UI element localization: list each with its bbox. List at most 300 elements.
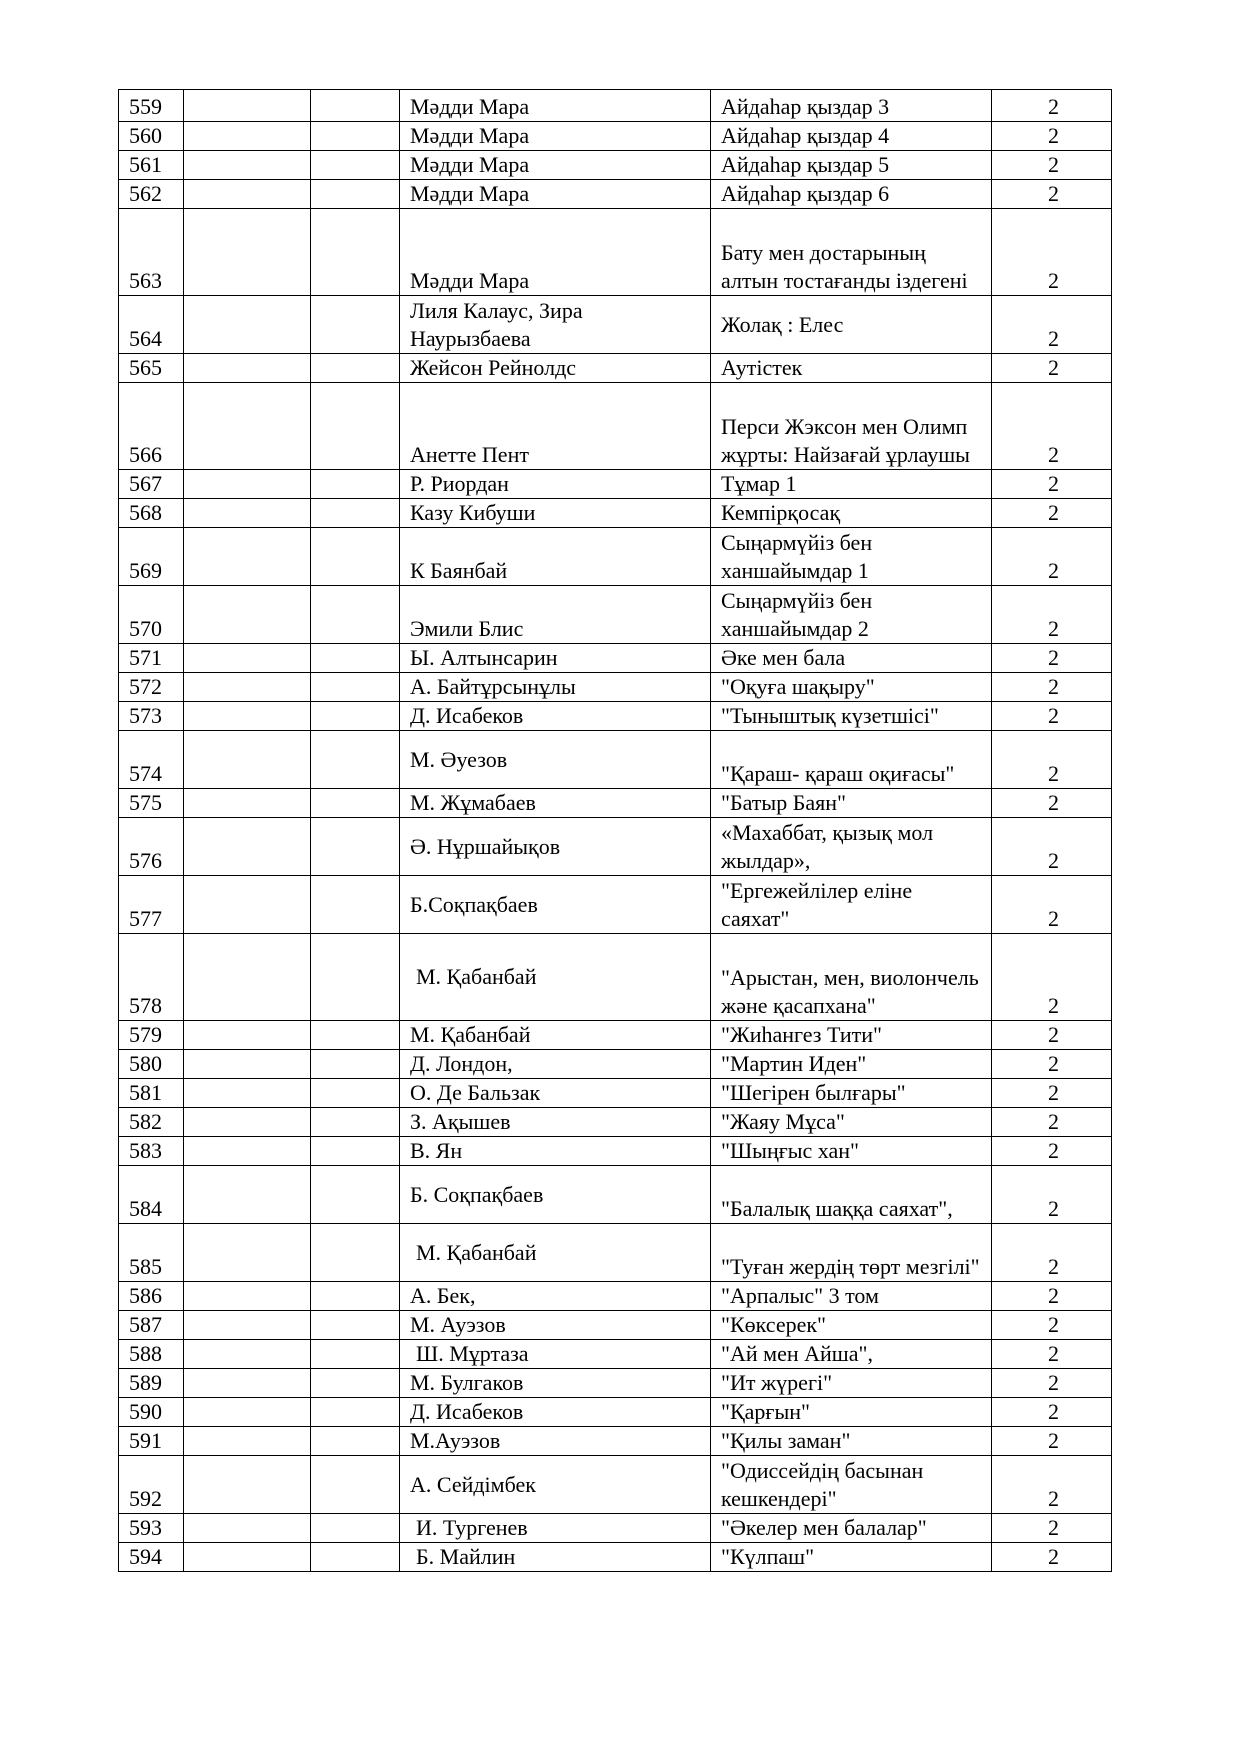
author-cell (400, 702, 711, 731)
empty-cell (311, 528, 400, 586)
title-cell (711, 383, 992, 470)
quantity-cell (992, 702, 1112, 731)
quantity-cell-text: 2 (1048, 1370, 1059, 1395)
title-cell-text: "Күлпаш" (721, 1544, 815, 1569)
empty-cell (184, 789, 311, 818)
quantity-cell-text: 2 (1048, 1138, 1059, 1163)
empty-cell (184, 1224, 311, 1282)
quantity-cell (992, 1224, 1112, 1282)
row-number-cell-text: 561 (129, 152, 162, 177)
table-row (119, 1021, 1112, 1050)
empty-cell (184, 383, 311, 470)
table-row (119, 1514, 1112, 1543)
title-cell (711, 1021, 992, 1050)
author-cell-text: Казу Кибуши (410, 500, 536, 525)
row-number-cell (119, 470, 184, 499)
author-cell-text: А. Сейдімбек (410, 1471, 536, 1497)
title-cell-text: Тұмар 1 (721, 471, 797, 496)
row-number-cell (119, 528, 184, 586)
title-cell-text: "Көксерек" (721, 1312, 827, 1337)
table-row (119, 151, 1112, 180)
quantity-cell-text: 2 (1048, 1109, 1059, 1134)
author-cell-text: К Баянбай (410, 558, 508, 583)
empty-cell (184, 1369, 311, 1398)
empty-cell (311, 209, 400, 296)
table-row (119, 1224, 1112, 1282)
row-number-cell (119, 1311, 184, 1340)
empty-cell (311, 1311, 400, 1340)
author-cell-text: М. Жұмабаев (410, 790, 536, 815)
quantity-cell (992, 528, 1112, 586)
quantity-cell-text: 2 (1048, 1399, 1059, 1424)
title-cell-text: "Шегірен былғары" (721, 1080, 906, 1105)
quantity-cell (992, 1398, 1112, 1427)
row-number-cell (119, 383, 184, 470)
quantity-cell (992, 1021, 1112, 1050)
author-cell-text: М. Әуезов (410, 746, 508, 772)
title-cell (711, 789, 992, 818)
author-cell-text: М.Ауэзов (410, 1428, 501, 1453)
empty-cell (184, 1514, 311, 1543)
author-cell-text: Ш. Мұртаза (416, 1341, 529, 1366)
row-number-cell-text: 563 (129, 268, 162, 293)
quantity-cell (992, 296, 1112, 354)
empty-cell (311, 644, 400, 673)
quantity-cell (992, 1282, 1112, 1311)
title-cell-text: "Қилы заман" (721, 1428, 851, 1453)
author-cell-text: Мәдди Мара (410, 152, 530, 177)
quantity-cell-text: 2 (1048, 790, 1059, 815)
title-cell-text: Аутістек (721, 355, 803, 380)
quantity-cell-text: 2 (1048, 152, 1059, 177)
author-cell-text: И. Тургенев (416, 1515, 528, 1540)
title-cell-text: "Тыныштық күзетшісі" (721, 703, 939, 728)
empty-cell (184, 1543, 311, 1572)
empty-cell (184, 1427, 311, 1456)
author-cell (400, 151, 711, 180)
title-cell-text: Әке мен бала (721, 645, 846, 670)
author-cell-text: М. Ауэзов (410, 1312, 506, 1337)
title-cell-text: "Әкелер мен балалар" (721, 1515, 927, 1540)
title-cell (711, 1050, 992, 1079)
empty-cell (311, 673, 400, 702)
quantity-cell-text: 2 (1048, 1515, 1059, 1540)
table-row (119, 1369, 1112, 1398)
title-cell-text: "Ергежейлілер еліне саяхат" (721, 878, 913, 931)
quantity-cell-text: 2 (1048, 993, 1059, 1018)
row-number-cell (119, 499, 184, 528)
title-cell-text: Айдаһар қыздар 6 (721, 181, 890, 206)
quantity-cell (992, 180, 1112, 209)
table-row (119, 1137, 1112, 1166)
row-number-cell (119, 1108, 184, 1137)
empty-cell (184, 1456, 311, 1514)
table-row (119, 180, 1112, 209)
author-cell (400, 1137, 711, 1166)
title-cell (711, 1079, 992, 1108)
empty-cell (311, 90, 400, 122)
title-cell-text: Сыңармүйіз бен ханшайымдар 2 (721, 588, 873, 641)
title-cell-text: Айдаһар қыздар 3 (721, 94, 890, 119)
quantity-cell-text: 2 (1048, 471, 1059, 496)
author-cell (400, 1369, 711, 1398)
empty-cell (311, 151, 400, 180)
author-cell (400, 1311, 711, 1340)
row-number-cell-text: 560 (129, 123, 162, 148)
quantity-cell (992, 151, 1112, 180)
table-row (119, 1108, 1112, 1137)
table-row (119, 1456, 1112, 1514)
quantity-cell-text: 2 (1048, 645, 1059, 670)
empty-cell (184, 818, 311, 876)
quantity-cell-text: 2 (1048, 1544, 1059, 1569)
empty-cell (184, 296, 311, 354)
empty-cell (184, 586, 311, 644)
empty-cell (184, 1108, 311, 1137)
quantity-cell (992, 383, 1112, 470)
table-row (119, 876, 1112, 934)
author-cell (400, 789, 711, 818)
empty-cell (311, 1079, 400, 1108)
row-number-cell-text: 577 (129, 906, 162, 931)
title-cell (711, 818, 992, 876)
title-cell (711, 1456, 992, 1514)
author-cell (400, 934, 711, 1021)
row-number-cell (119, 586, 184, 644)
empty-cell (311, 1224, 400, 1282)
row-number-cell-text: 593 (129, 1515, 162, 1540)
quantity-cell (992, 818, 1112, 876)
empty-cell (184, 1021, 311, 1050)
table-row (119, 789, 1112, 818)
row-number-cell (119, 702, 184, 731)
row-number-cell (119, 180, 184, 209)
quantity-cell-text: 2 (1048, 442, 1059, 467)
author-cell (400, 528, 711, 586)
title-cell-text: "Жаяу Мұса" (721, 1109, 845, 1134)
book-catalog-table (118, 89, 1112, 1572)
quantity-cell (992, 934, 1112, 1021)
title-cell (711, 1282, 992, 1311)
title-cell (711, 934, 992, 1021)
quantity-cell (992, 731, 1112, 789)
title-cell-text: Перси Жэксон мен Олимп жұрты: Найзағай ұрлаушы (721, 414, 970, 467)
empty-cell (184, 1340, 311, 1369)
quantity-cell-text: 2 (1048, 1428, 1059, 1453)
empty-cell (184, 122, 311, 151)
quantity-cell (992, 1514, 1112, 1543)
title-cell (711, 586, 992, 644)
empty-cell (184, 528, 311, 586)
title-cell (711, 1137, 992, 1166)
author-cell (400, 1340, 711, 1369)
row-number-cell-text: 578 (129, 993, 162, 1018)
title-cell (711, 1166, 992, 1224)
author-cell-text: М. Булгаков (410, 1370, 524, 1395)
row-number-cell-text: 562 (129, 181, 162, 206)
empty-cell (311, 180, 400, 209)
title-cell-text: «Махаббат, қызық мол жылдар», (721, 820, 934, 873)
title-cell (711, 1427, 992, 1456)
empty-cell (311, 876, 400, 934)
empty-cell (184, 1166, 311, 1224)
quantity-cell-text: 2 (1048, 703, 1059, 728)
row-number-cell-text: 570 (129, 616, 162, 641)
empty-cell (184, 354, 311, 383)
author-cell-text: З. Ақышев (410, 1109, 511, 1134)
row-number-cell-text: 566 (129, 442, 162, 467)
table-row (119, 122, 1112, 151)
row-number-cell (119, 90, 184, 122)
table-row (119, 1340, 1112, 1369)
row-number-cell-text: 565 (129, 355, 162, 380)
empty-cell (311, 499, 400, 528)
author-cell-text: Д. Лондон, (410, 1051, 513, 1076)
row-number-cell-text: 586 (129, 1283, 162, 1308)
author-cell (400, 673, 711, 702)
author-cell-text: Ы. Алтынсарин (410, 645, 558, 670)
author-cell-text: Б.Соқпақбаев (410, 891, 538, 917)
table-row (119, 1311, 1112, 1340)
author-cell (400, 1166, 711, 1224)
empty-cell (184, 180, 311, 209)
quantity-cell-text: 2 (1048, 906, 1059, 931)
row-number-cell-text: 583 (129, 1138, 162, 1163)
table-row (119, 731, 1112, 789)
quantity-cell (992, 1050, 1112, 1079)
title-cell (711, 1514, 992, 1543)
row-number-cell-text: 572 (129, 674, 162, 699)
quantity-cell (992, 209, 1112, 296)
title-cell (711, 673, 992, 702)
author-cell-text: Лиля Калаус, Зира Наурызбаева (410, 298, 583, 351)
quantity-cell (992, 1427, 1112, 1456)
row-number-cell-text: 585 (129, 1254, 162, 1279)
author-cell (400, 180, 711, 209)
row-number-cell (119, 354, 184, 383)
table-row (119, 1079, 1112, 1108)
empty-cell (311, 586, 400, 644)
quantity-cell-text: 2 (1048, 1022, 1059, 1047)
title-cell (711, 122, 992, 151)
empty-cell (311, 731, 400, 789)
quantity-cell (992, 1543, 1112, 1572)
title-cell-text: "Жиһангез Тити" (721, 1022, 882, 1047)
row-number-cell (119, 876, 184, 934)
row-number-cell (119, 644, 184, 673)
row-number-cell-text: 589 (129, 1370, 162, 1395)
title-cell (711, 470, 992, 499)
row-number-cell (119, 1340, 184, 1369)
table-row (119, 354, 1112, 383)
author-cell (400, 644, 711, 673)
title-cell (711, 90, 992, 122)
title-cell-text: "Одиссейдің басынан кешкендері" (721, 1458, 924, 1511)
author-cell-text: Д. Исабеков (410, 703, 524, 728)
empty-cell (311, 789, 400, 818)
quantity-cell (992, 1137, 1112, 1166)
quantity-cell (992, 1311, 1112, 1340)
empty-cell (184, 934, 311, 1021)
author-cell-text: М. Қабанбай (410, 1022, 531, 1047)
row-number-cell-text: 587 (129, 1312, 162, 1337)
empty-cell (311, 470, 400, 499)
author-cell-text: Эмили Блис (410, 616, 524, 641)
quantity-cell-text: 2 (1048, 761, 1059, 786)
title-cell-text: "Балалық шаққа саяхат", (721, 1196, 953, 1221)
title-cell (711, 528, 992, 586)
row-number-cell (119, 1137, 184, 1166)
row-number-cell-text: 592 (129, 1486, 162, 1511)
quantity-cell (992, 470, 1112, 499)
row-number-cell (119, 1224, 184, 1282)
quantity-cell-text: 2 (1048, 616, 1059, 641)
author-cell (400, 1456, 711, 1514)
empty-cell (184, 1137, 311, 1166)
row-number-cell (119, 934, 184, 1021)
empty-cell (184, 673, 311, 702)
author-cell (400, 383, 711, 470)
table-row (119, 528, 1112, 586)
row-number-cell-text: 568 (129, 500, 162, 525)
author-cell (400, 1021, 711, 1050)
author-cell (400, 470, 711, 499)
author-cell (400, 90, 711, 122)
title-cell-text: "Ит жүрегі" (721, 1370, 833, 1395)
empty-cell (184, 499, 311, 528)
row-number-cell (119, 789, 184, 818)
empty-cell (184, 1079, 311, 1108)
row-number-cell-text: 567 (129, 471, 162, 496)
row-number-cell-text: 584 (129, 1196, 162, 1221)
quantity-cell-text: 2 (1048, 1312, 1059, 1337)
title-cell (711, 876, 992, 934)
quantity-cell-text: 2 (1048, 326, 1059, 351)
quantity-cell-text: 2 (1048, 94, 1059, 119)
title-cell-text: "Оқуға шақыру" (721, 674, 875, 699)
row-number-cell (119, 1514, 184, 1543)
author-cell-text: Мәдди Мара (410, 123, 530, 148)
row-number-cell-text: 573 (129, 703, 162, 728)
author-cell (400, 209, 711, 296)
title-cell-text: Сыңармүйіз бен ханшайымдар 1 (721, 530, 873, 583)
author-cell-text: А. Байтұрсынұлы (410, 674, 576, 699)
table-row (119, 470, 1112, 499)
author-cell-text: Мәдди Мара (410, 268, 530, 293)
quantity-cell-text: 2 (1048, 355, 1059, 380)
author-cell-text: М. Қабанбай (416, 1239, 537, 1265)
quantity-cell (992, 1456, 1112, 1514)
author-cell (400, 1079, 711, 1108)
empty-cell (311, 1108, 400, 1137)
row-number-cell-text: 579 (129, 1022, 162, 1047)
author-cell (400, 354, 711, 383)
row-number-cell-text: 571 (129, 645, 162, 670)
title-cell (711, 1224, 992, 1282)
title-cell (711, 702, 992, 731)
table-row (119, 90, 1112, 122)
title-cell (711, 1108, 992, 1137)
row-number-cell-text: 588 (129, 1341, 162, 1366)
quantity-cell-text: 2 (1048, 1341, 1059, 1366)
author-cell-text: М. Қабанбай (416, 964, 537, 989)
title-cell-text: Бату мен достарының алтын тостағанды іздегені (721, 240, 968, 293)
empty-cell (311, 1398, 400, 1427)
quantity-cell (992, 1369, 1112, 1398)
empty-cell (184, 1398, 311, 1427)
empty-cell (311, 1543, 400, 1572)
row-number-cell-text: 594 (129, 1544, 162, 1569)
title-cell-text: "Арыстан, мен, виолончель және қасапхана" (721, 965, 979, 1018)
row-number-cell-text: 569 (129, 558, 162, 583)
quantity-cell-text: 2 (1048, 1283, 1059, 1308)
row-number-cell (119, 1398, 184, 1427)
author-cell-text: О. Де Бальзак (410, 1080, 541, 1105)
title-cell-text: Айдаһар қыздар 4 (721, 123, 890, 148)
row-number-cell (119, 1282, 184, 1311)
row-number-cell-text: 590 (129, 1399, 162, 1424)
title-cell-text: "Ай мен Айша", (721, 1341, 873, 1366)
row-number-cell (119, 1543, 184, 1572)
quantity-cell (992, 122, 1112, 151)
table-row (119, 296, 1112, 354)
author-cell (400, 122, 711, 151)
quantity-cell (992, 1108, 1112, 1137)
title-cell-text: "Мартин Иден" (721, 1051, 867, 1076)
table-row (119, 644, 1112, 673)
title-cell-text: "Шыңғыс хан" (721, 1138, 860, 1163)
quantity-cell-text: 2 (1048, 500, 1059, 525)
row-number-cell (119, 151, 184, 180)
quantity-cell-text: 2 (1048, 674, 1059, 699)
row-number-cell-text: 576 (129, 848, 162, 873)
title-cell-text: "Туған жердің төрт мезгілі" (721, 1254, 980, 1279)
author-cell-text: А. Бек, (410, 1283, 476, 1308)
title-cell (711, 1398, 992, 1427)
table-row (119, 1050, 1112, 1079)
empty-cell (184, 1311, 311, 1340)
author-cell-text: Жейсон Рейнолдс (410, 355, 577, 380)
quantity-cell (992, 1079, 1112, 1108)
title-cell (711, 731, 992, 789)
empty-cell (184, 470, 311, 499)
empty-cell (184, 644, 311, 673)
title-cell-text: "Арпалыс" 3 том (721, 1283, 879, 1308)
empty-cell (311, 1166, 400, 1224)
author-cell (400, 731, 711, 789)
row-number-cell-text: 580 (129, 1051, 162, 1076)
title-cell (711, 151, 992, 180)
quantity-cell (992, 644, 1112, 673)
quantity-cell-text: 2 (1048, 1196, 1059, 1221)
empty-cell (311, 702, 400, 731)
quantity-cell (992, 354, 1112, 383)
row-number-cell (119, 1079, 184, 1108)
table-row (119, 1282, 1112, 1311)
row-number-cell (119, 731, 184, 789)
title-cell (711, 1311, 992, 1340)
author-cell (400, 1050, 711, 1079)
empty-cell (311, 296, 400, 354)
quantity-cell (992, 1166, 1112, 1224)
empty-cell (311, 354, 400, 383)
row-number-cell (119, 1427, 184, 1456)
title-cell-text: Айдаһар қыздар 5 (721, 152, 890, 177)
empty-cell (311, 1456, 400, 1514)
empty-cell (184, 1282, 311, 1311)
empty-cell (184, 731, 311, 789)
empty-cell (311, 1369, 400, 1398)
